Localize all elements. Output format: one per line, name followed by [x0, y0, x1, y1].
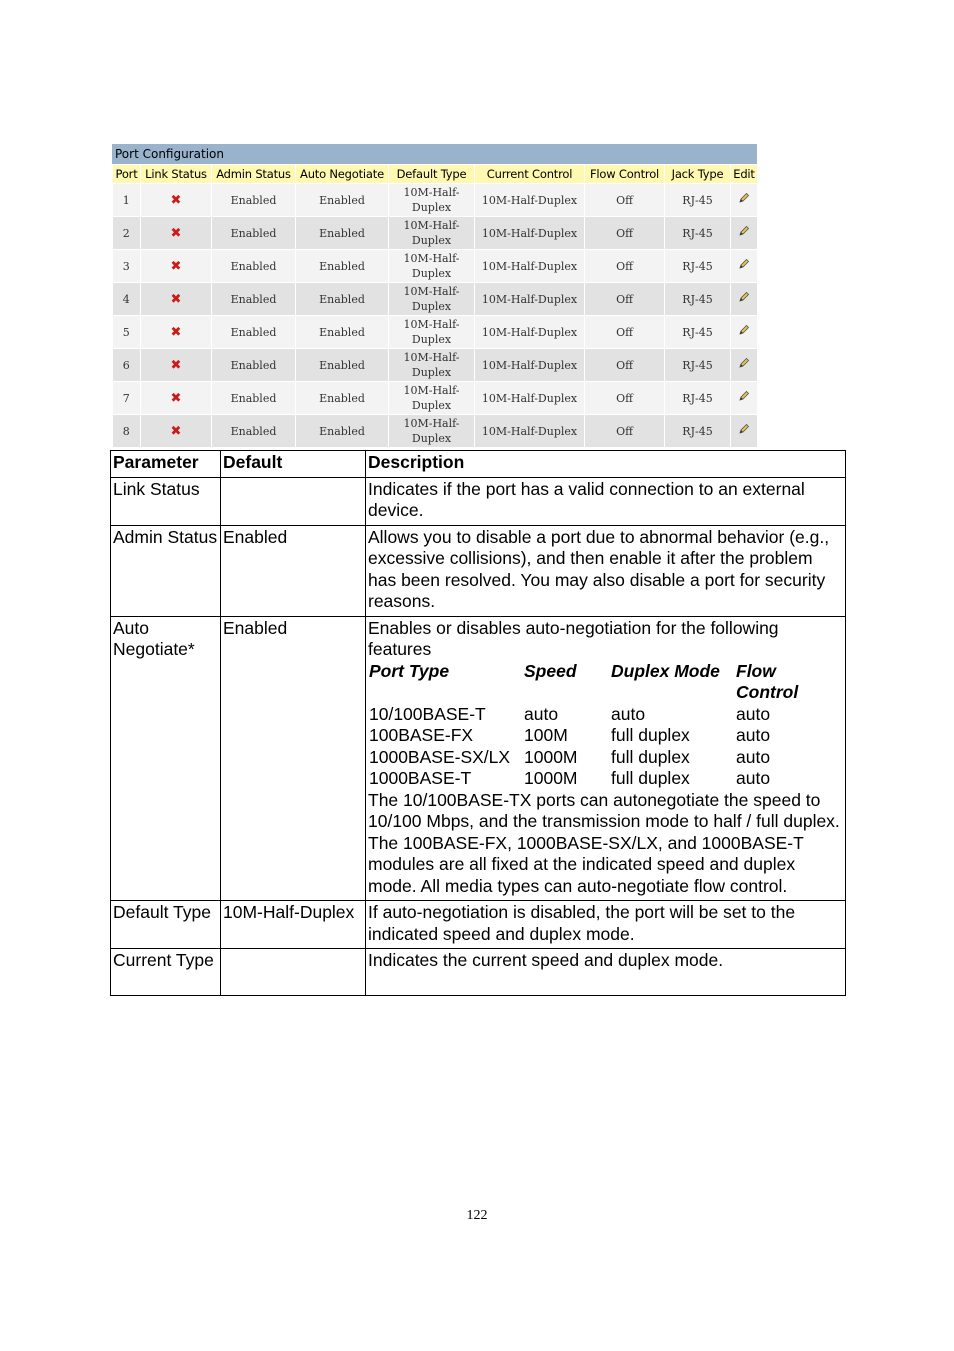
feature-cell: 1000BASE-SX/LX: [369, 746, 511, 767]
current-control: 10M-Half-Duplex: [475, 415, 585, 448]
param-name: Link Status: [111, 477, 221, 525]
table-row: [111, 525, 846, 616]
admin-status: Enabled: [212, 415, 296, 448]
admin-status: Enabled: [212, 349, 296, 382]
auto-negotiate: Enabled: [296, 415, 389, 448]
edit-cell: [731, 217, 758, 250]
param-default: Enabled: [221, 616, 366, 901]
header-admin-status: Admin Status: [212, 165, 296, 184]
feature-cell: auto: [611, 703, 646, 724]
jack-type: RJ-45: [665, 250, 731, 283]
feature-cell: 1000M: [524, 746, 578, 767]
flow-control: Off: [585, 415, 665, 448]
link-status: [141, 217, 212, 250]
port-table-header: [113, 165, 758, 184]
flow-control: Off: [585, 382, 665, 415]
link-status: [141, 316, 212, 349]
auto-negotiate: Enabled: [296, 349, 389, 382]
panel-title: Port Configuration: [112, 144, 757, 164]
feature-row: [369, 704, 836, 726]
edit-cell: [731, 415, 758, 448]
jack-type: RJ-45: [665, 316, 731, 349]
feature-cell: 1000M: [524, 768, 578, 788]
port-number: 4: [113, 283, 141, 316]
edit-cell: [731, 349, 758, 382]
page-number: 122: [466, 1208, 488, 1223]
auto-negotiate: Enabled: [296, 184, 389, 217]
port-row: [113, 283, 758, 316]
feature-cell: full duplex: [611, 768, 690, 788]
port-number: 8: [113, 415, 141, 448]
param-default: 10M-Half-Duplex: [221, 901, 366, 949]
feature-cell: full duplex: [611, 746, 690, 767]
red-x-icon: ✖: [170, 258, 182, 274]
link-status: [141, 415, 212, 448]
description-intro: Enables or disables auto-negotiation for the following features: [368, 617, 779, 659]
feature-row: [369, 768, 836, 790]
feature-header: Duplex Mode: [611, 660, 720, 681]
red-x-icon: ✖: [170, 390, 182, 406]
link-status: [141, 184, 212, 217]
table-row: [111, 949, 846, 996]
pencil-icon[interactable]: [738, 225, 750, 241]
flow-control: Off: [585, 250, 665, 283]
red-x-icon: ✖: [170, 192, 182, 208]
parameter-table: [110, 450, 846, 996]
table-row: [111, 616, 846, 901]
port-row: [113, 217, 758, 250]
feature-cell: auto: [736, 768, 771, 788]
link-status: [141, 283, 212, 316]
admin-status: Enabled: [212, 217, 296, 250]
current-control: 10M-Half-Duplex: [475, 217, 585, 250]
table-row: [111, 477, 846, 525]
pencil-icon[interactable]: [738, 423, 750, 439]
feature-cell: 100M: [524, 725, 568, 745]
port-number: 6: [113, 349, 141, 382]
flow-control: Off: [585, 349, 665, 382]
feature-row: [369, 747, 836, 769]
param-default: Enabled: [221, 525, 366, 616]
header-parameter: Parameter: [111, 451, 221, 478]
port-row: [113, 415, 758, 448]
admin-status: Enabled: [212, 382, 296, 415]
current-control: 10M-Half-Duplex: [475, 316, 585, 349]
feature-table: [369, 661, 836, 790]
default-type: 10M-Half-Duplex: [389, 217, 475, 250]
header-port: Port: [113, 165, 141, 184]
red-x-icon: ✖: [170, 291, 182, 307]
flow-control: Off: [585, 217, 665, 250]
jack-type: RJ-45: [665, 415, 731, 448]
port-number: 2: [113, 217, 141, 250]
header-edit: Edit: [731, 165, 758, 184]
feature-header: Flow Control: [736, 660, 799, 702]
port-row: [113, 250, 758, 283]
auto-negotiate: Enabled: [296, 283, 389, 316]
port-row: [113, 184, 758, 217]
jack-type: RJ-45: [665, 283, 731, 316]
header-auto-negotiate: Auto Negotiate: [296, 165, 389, 184]
feature-cell: 100BASE-FX: [369, 725, 474, 745]
jack-type: RJ-45: [665, 217, 731, 250]
pencil-icon[interactable]: [738, 390, 750, 406]
auto-negotiate: Enabled: [296, 217, 389, 250]
default-type: 10M-Half-Duplex: [389, 184, 475, 217]
edit-cell: [731, 283, 758, 316]
edit-cell: [731, 250, 758, 283]
feature-cell: auto: [736, 725, 771, 745]
pencil-icon[interactable]: [738, 258, 750, 274]
port-number: 7: [113, 382, 141, 415]
feature-header: Port Type: [369, 660, 450, 681]
port-number: 3: [113, 250, 141, 283]
pencil-icon[interactable]: [738, 192, 750, 208]
port-configuration-panel: [112, 144, 757, 448]
feature-cell: full duplex: [611, 725, 690, 745]
link-status: [141, 349, 212, 382]
jack-type: RJ-45: [665, 382, 731, 415]
param-name: Default Type: [111, 901, 221, 949]
auto-negotiate: Enabled: [296, 382, 389, 415]
admin-status: Enabled: [212, 316, 296, 349]
header-link-status: Link Status: [141, 165, 212, 184]
auto-negotiate: Enabled: [296, 316, 389, 349]
auto-negotiate: Enabled: [296, 250, 389, 283]
flow-control: Off: [585, 316, 665, 349]
feature-cell: 1000BASE-T: [369, 768, 472, 788]
current-control: 10M-Half-Duplex: [475, 349, 585, 382]
default-type: 10M-Half-Duplex: [389, 415, 475, 448]
current-control: 10M-Half-Duplex: [475, 283, 585, 316]
flow-control: Off: [585, 283, 665, 316]
link-status: [141, 382, 212, 415]
feature-cell: auto: [736, 703, 771, 724]
default-type: 10M-Half-Duplex: [389, 316, 475, 349]
param-default: [221, 949, 366, 996]
admin-status: Enabled: [212, 250, 296, 283]
param-default: [221, 477, 366, 525]
param-description: Indicates if the port has a valid connection to an external device.: [366, 477, 846, 525]
pencil-icon[interactable]: [738, 357, 750, 373]
param-name: Admin Status: [111, 525, 221, 616]
pencil-icon[interactable]: [738, 291, 750, 307]
port-row: [113, 349, 758, 382]
edit-cell: [731, 184, 758, 217]
admin-status: Enabled: [212, 283, 296, 316]
param-name: Auto Negotiate*: [111, 616, 221, 901]
description-outro: The 10/100BASE-TX ports can autonegotiate the speed to 10/100 Mbps, and the transmission mode to half / full duplex. The 100BASE-FX, 1000BASE-SX/LX, and 1000BASE-T modules are all fixed at the indicated speed and duplex mode. All media types can auto-negotiate flow control.: [368, 789, 840, 896]
red-x-icon: ✖: [170, 324, 182, 340]
edit-cell: [731, 382, 758, 415]
feature-header-row: [369, 661, 836, 704]
red-x-icon: ✖: [170, 423, 182, 439]
header-description: Description: [366, 451, 846, 478]
param-description: Allows you to disable a port due to abnormal behavior (e.g., excessive collisions), and then enable it after the problem has been resolved. You may also disable a port for security reasons.: [366, 525, 846, 616]
current-control: 10M-Half-Duplex: [475, 184, 585, 217]
red-x-icon: ✖: [170, 225, 182, 241]
admin-status: Enabled: [212, 184, 296, 217]
port-table: [112, 164, 758, 448]
jack-type: RJ-45: [665, 349, 731, 382]
param-description: Indicates the current speed and duplex mode.: [366, 949, 846, 996]
flow-control: Off: [585, 184, 665, 217]
header-current-control: Current Control: [475, 165, 585, 184]
feature-cell: 10/100BASE-T: [369, 703, 486, 724]
default-type: 10M-Half-Duplex: [389, 382, 475, 415]
current-control: 10M-Half-Duplex: [475, 382, 585, 415]
pencil-icon[interactable]: [738, 324, 750, 340]
param-description: If auto-negotiation is disabled, the port will be set to the indicated speed and duplex mode.: [366, 901, 846, 949]
default-type: 10M-Half-Duplex: [389, 283, 475, 316]
header-default: Default: [221, 451, 366, 478]
default-type: 10M-Half-Duplex: [389, 349, 475, 382]
table-header-row: [111, 451, 846, 478]
port-row: [113, 316, 758, 349]
header-flow-control: Flow Control: [585, 165, 665, 184]
jack-type: RJ-45: [665, 184, 731, 217]
header-jack-type: Jack Type: [665, 165, 731, 184]
param-description: [366, 616, 846, 901]
default-type: 10M-Half-Duplex: [389, 250, 475, 283]
port-number: 5: [113, 316, 141, 349]
header-default-type: Default Type: [389, 165, 475, 184]
edit-cell: [731, 316, 758, 349]
feature-cell: auto: [524, 703, 559, 724]
current-control: 10M-Half-Duplex: [475, 250, 585, 283]
feature-header: Speed: [524, 660, 577, 681]
feature-row: [369, 725, 836, 747]
feature-cell: auto: [736, 746, 771, 767]
port-row: [113, 382, 758, 415]
param-name: Current Type: [111, 949, 221, 996]
red-x-icon: ✖: [170, 357, 182, 373]
link-status: [141, 250, 212, 283]
port-number: 1: [113, 184, 141, 217]
table-row: [111, 901, 846, 949]
